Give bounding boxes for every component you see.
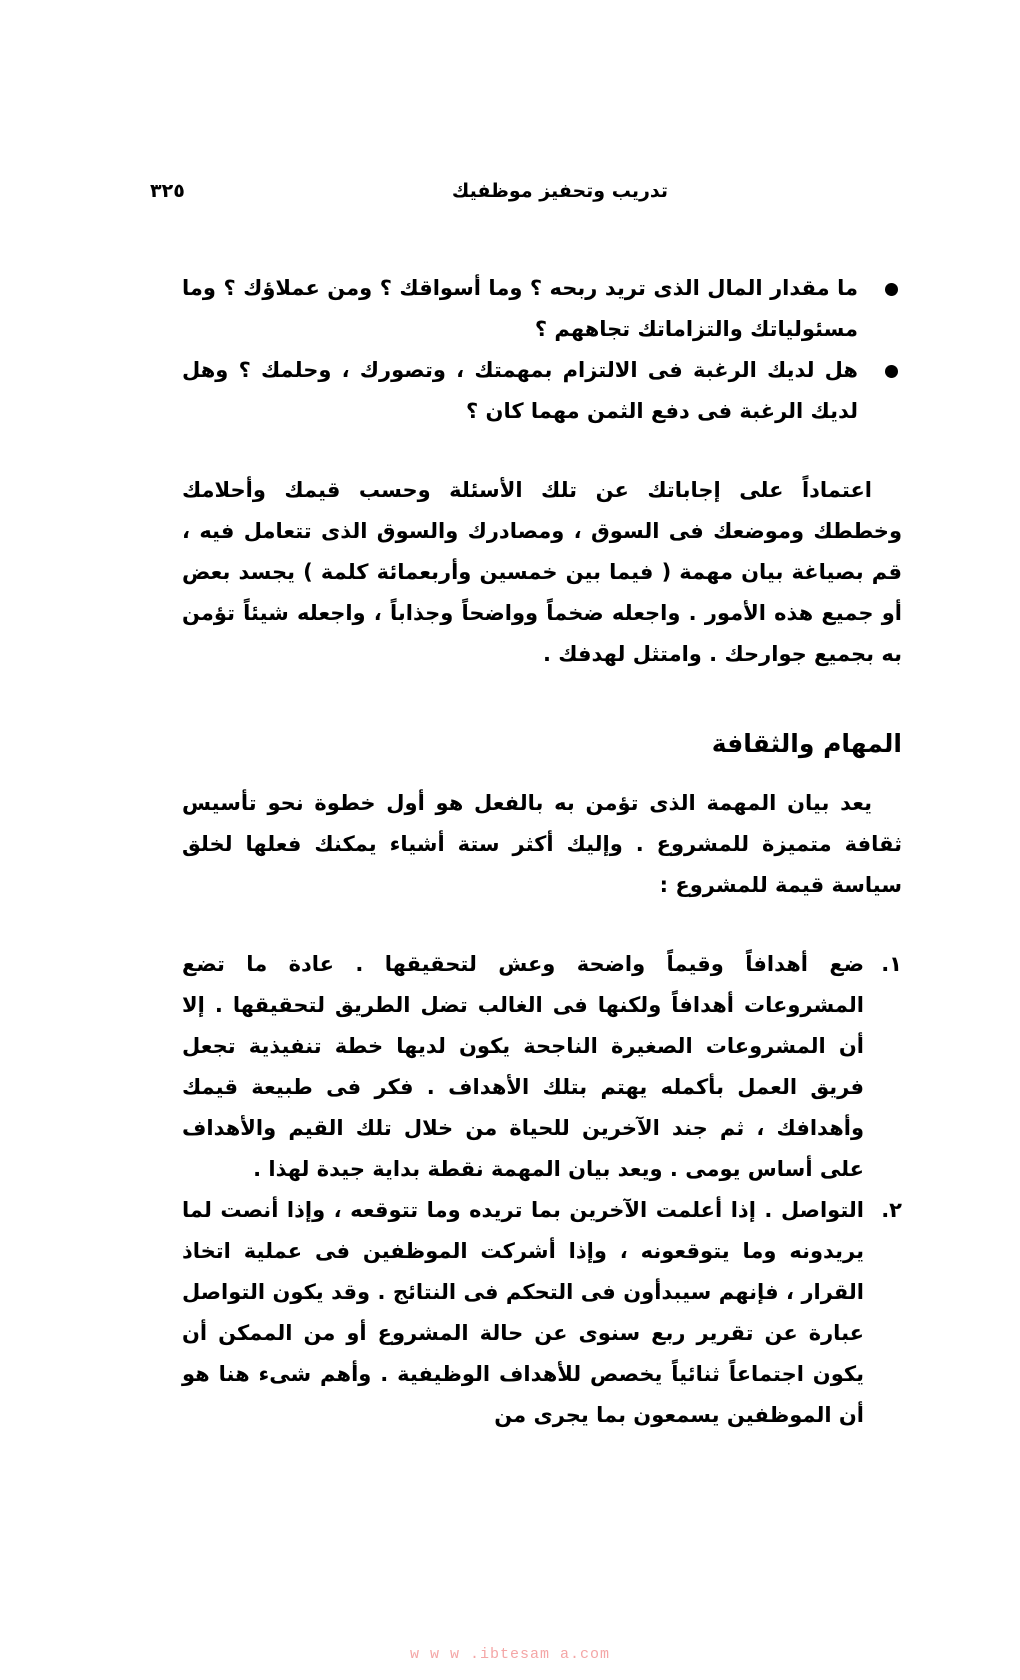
running-header	[150, 180, 898, 210]
section-heading: المهام والثقافة	[711, 729, 902, 758]
bullet-text: هل لديك الرغبة فى الالتزام بمهمتك ، وتصورك ، وحلمك ؟ وهل لديك الرغبة فى دفع الثمن مهما كان ؟	[182, 358, 858, 423]
running-title: تدريب وتحفيز موظفيك	[451, 180, 668, 202]
numbered-item	[182, 1190, 902, 1436]
numbered-item	[182, 944, 902, 1190]
item-number: ١.	[881, 952, 902, 976]
page-body	[182, 268, 902, 1436]
bullet-dot-icon	[885, 283, 898, 296]
page-number: ٣٢٥	[150, 180, 185, 202]
numbered-list	[182, 944, 902, 1436]
item-text: التواصل . إذا أعلمت الآخرين بما تريده وما تتوقعه ، وإذا أنصت لما يريدونه وما يتوقعونه ، وإذا أشركت الموظفين فى عملية اتخاذ القرار ، فإنهم سيبدأون فى التحكم فى النتائج . وقد يكون التواصل عبارة عن تقرير ربع سنوى عن حالة المشروع أو من الممكن أن يكون اجتماعاً ثنائياً يخصص للأهداف الوظيفية . وأهم شىء هنا هو أن الموظفين يسمعون بما يجرى من	[182, 1198, 864, 1427]
bullet-item	[182, 350, 902, 432]
mission-statement-paragraph: اعتماداً على إجاباتك عن تلك الأسئلة وحسب قيمك وأحلامك وخططك وموضعك فى السوق ، ومصادرك والسوق الذى تتعامل فيه ، قم بصياغة بيان مهمة ( فيما بين خمسين وأربعمائة كلمة ) يجسد بعض أو جميع هذه الأمور . واجعله ضخماً وواضحاً وجذاباً ، واجعله شيئاً تؤمن به بجميع جوارحك . وامتثل لهدفك .	[182, 478, 902, 666]
question-bullet-list	[182, 268, 902, 432]
bullet-item	[182, 268, 902, 350]
bullet-text: ما مقدار المال الذى تريد ربحه ؟ وما أسواقك ؟ ومن عملاؤك ؟ وما مسئولياتك والتزاماتك تجاههم ؟	[182, 276, 858, 341]
item-number: ٢.	[881, 1198, 902, 1222]
section-intro-paragraph: يعد بيان المهمة الذى تؤمن به بالفعل هو أول خطوة نحو تأسيس ثقافة متميزة للمشروع . وإليك أكثر ستة أشياء يمكنك فعلها لخلق سياسة قيمة للمشروع :	[182, 791, 902, 897]
watermark: w w w .ibtesam a.com	[409, 1646, 611, 1663]
item-text: ضع أهدافاً وقيماً واضحة وعش لتحقيقها . عادة ما تضع المشروعات أهدافاً ولكنها فى الغالب تضل الطريق لتحقيقها . إلا أن المشروعات الصغيرة الناجحة يكون لديها خطة تنفيذية تجعل فريق العمل بأكمله يهتم بتلك الأهداف . فكر فى طبيعة قيمك وأهدافك ، ثم جند الآخرين للحياة من خلال تلك القيم والأهداف على أساس يومى . ويعد بيان المهمة نقطة بداية جيدة لهذا .	[182, 952, 864, 1181]
bullet-dot-icon	[885, 365, 898, 378]
